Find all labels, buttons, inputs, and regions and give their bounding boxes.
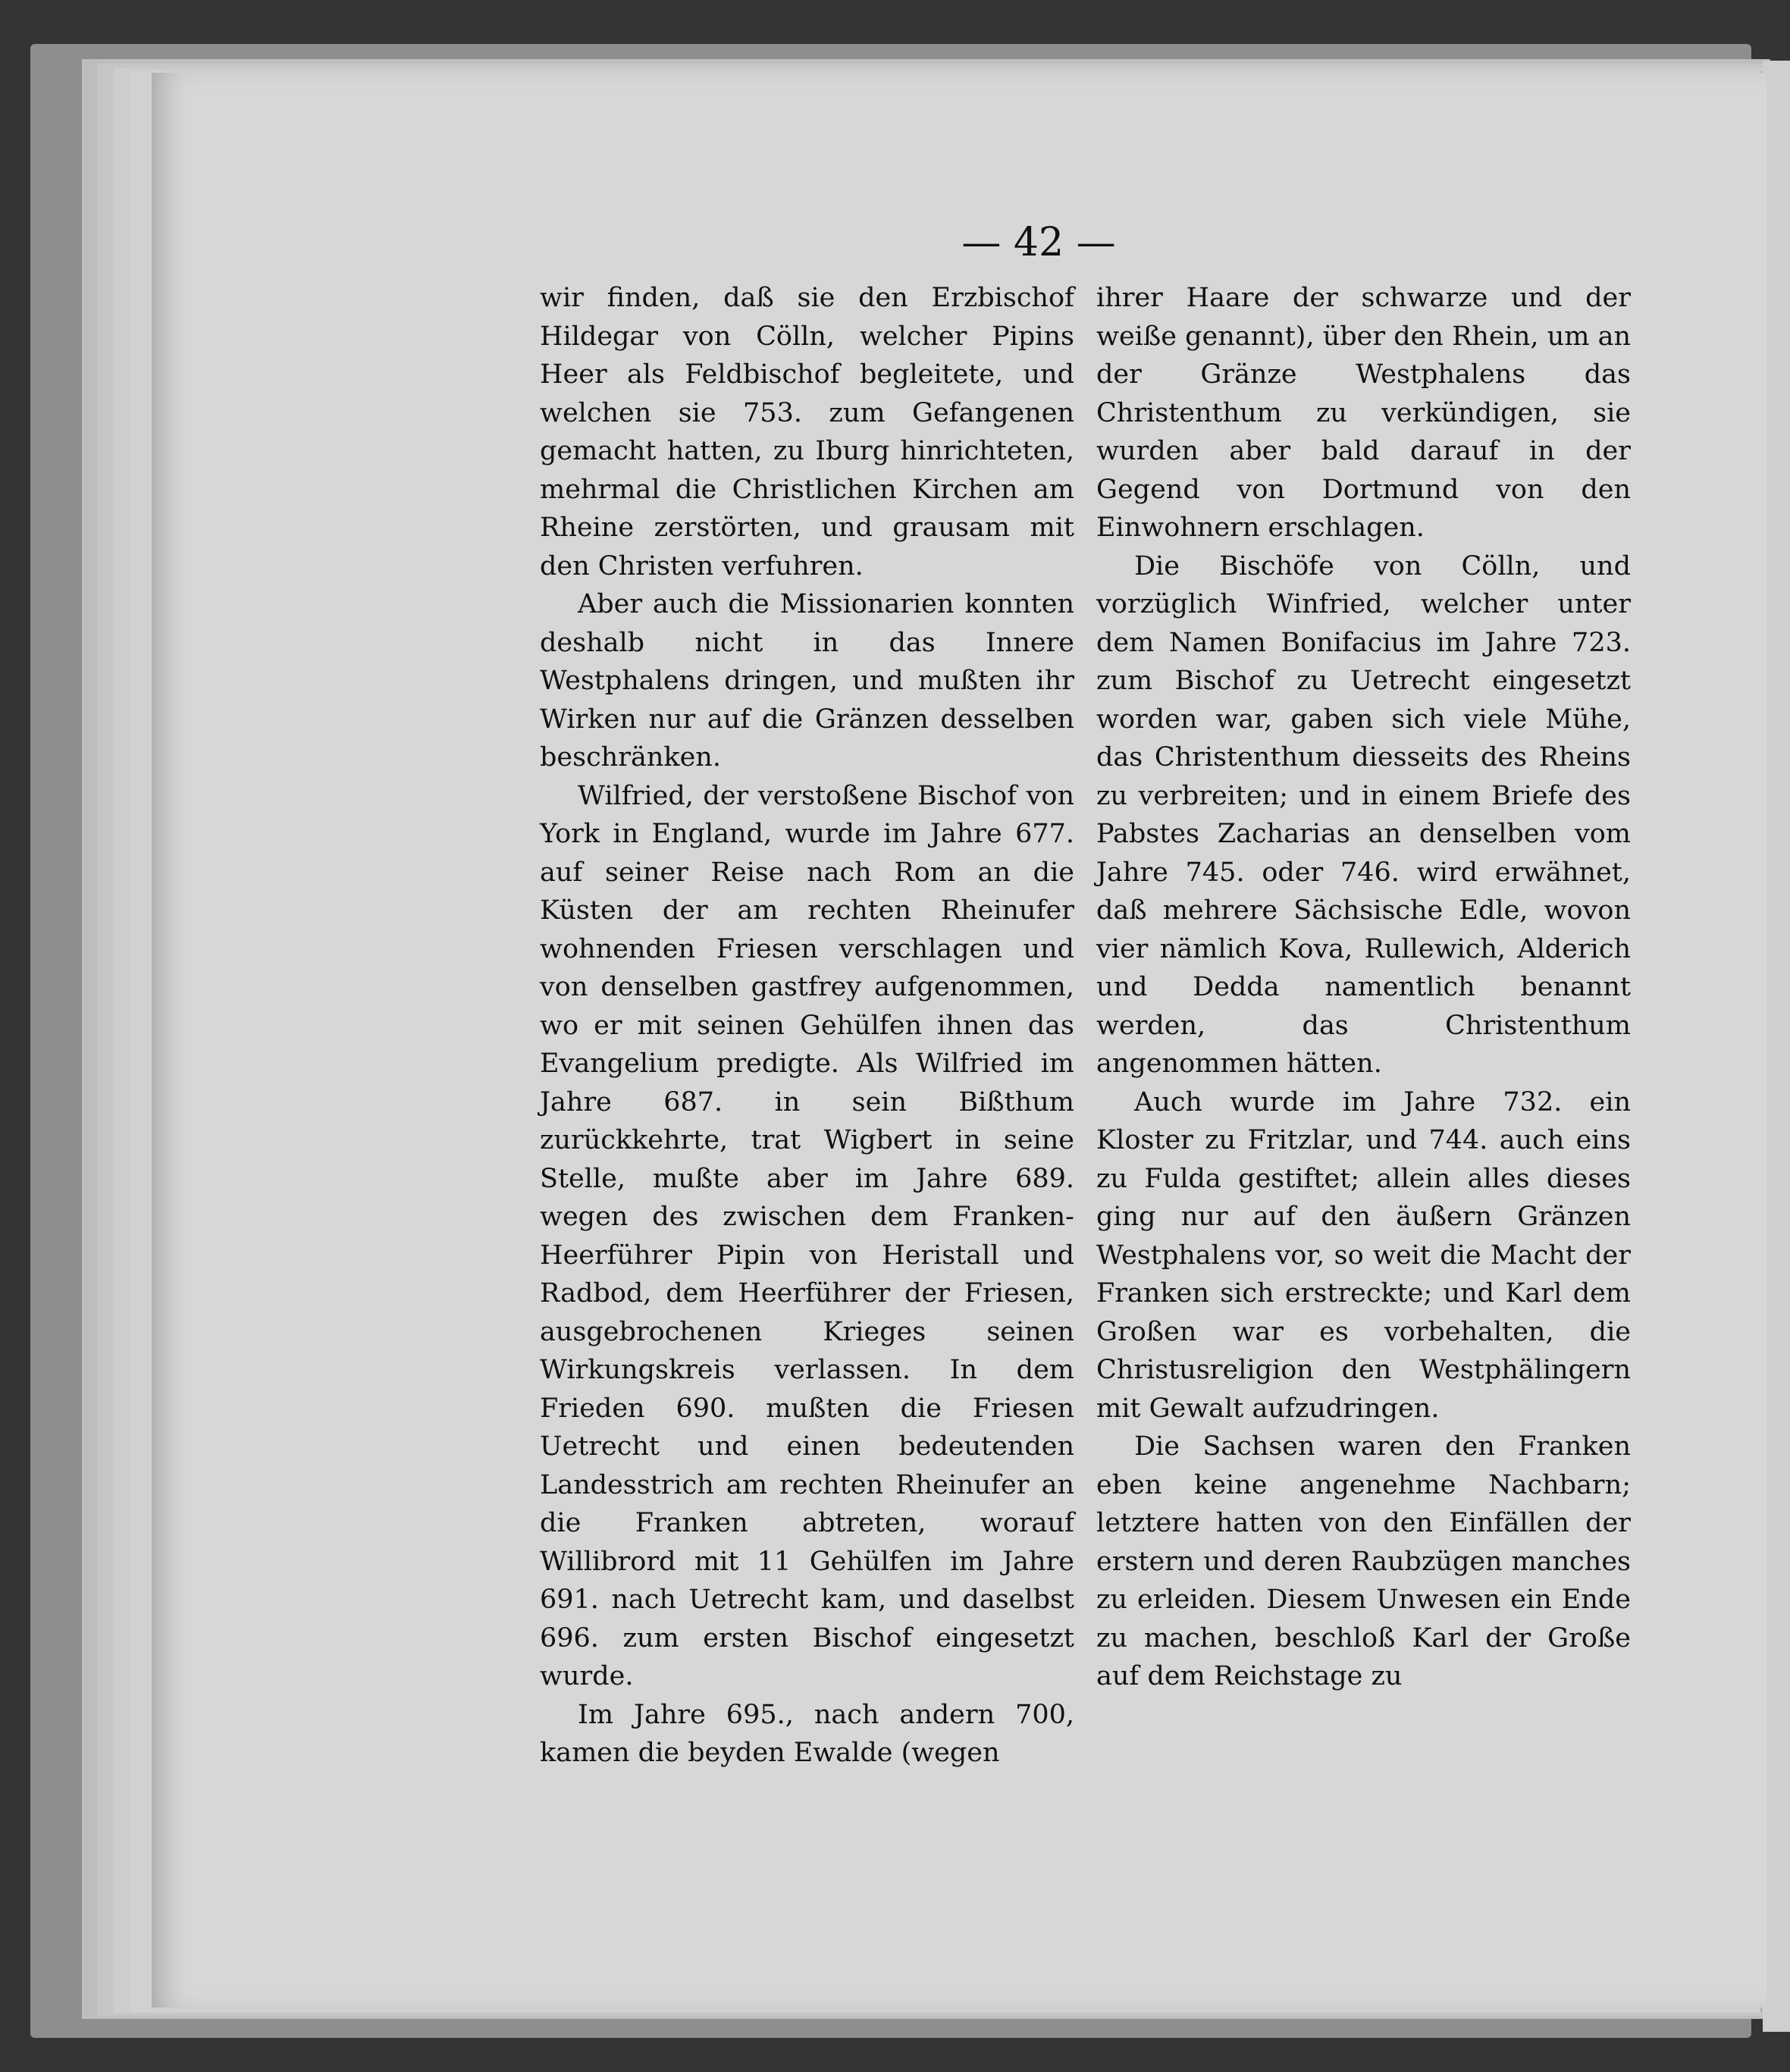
paragraph: Aber auch die Missionarien konnten deshalb nicht in das Innere Westphalens dringen, und mußten ihr Wirken nur auf die Gränzen desselben beschränken. (540, 589, 1074, 773)
paragraph: Im Jahre 695., nach andern 700, kamen die beyden Ewalde (wegen (540, 1699, 1074, 1768)
facing-page-edge (1763, 61, 1790, 2032)
paragraph: ihrer Haare der schwarze und der weiße genannt), über den Rhein, um an der Gränze Westphalens das Christenthum zu verkündigen, sie wurden aber bald darauf in der Gegend von Dortmund von den Einwohnern erschlagen. (1096, 283, 1631, 543)
right-text-column (1096, 279, 1631, 1696)
left-text-column (540, 279, 1074, 1773)
page-number: — 42 — (961, 220, 1116, 265)
paragraph: Wilfried, der verstoßene Bischof von York in England, wurde im Jahre 677. auf seiner Reise nach Rom an die Küsten der am rechten Rheinufer wohnenden Friesen verschlagen und von denselben gastfrey aufgenommen, wo er mit seinen Gehülfen ihnen das Evangelium predigte. Als Wilfried im Jahre 687. in sein Bißthum zurückkehrte, trat Wigbert in seine Stelle, mußte aber im Jahre 689. wegen des zwischen dem Franken-Heerführer Pipin von Heristall und Radbod, dem Heerführer der Friesen, ausgebrochenen Krieges seinen Wirkungskreis verlassen. In dem Frieden 690. mußten die Friesen Uetrecht und einen bedeutenden Landesstrich am rechten Rheinufer an die Franken abtreten, worauf Willibrord mit 11 Gehülfen im Jahre 691. nach Uetrecht kam, und daselbst 696. zum ersten Bischof eingesetzt wurde. (540, 780, 1074, 1691)
paragraph: Auch wurde im Jahre 732. ein Kloster zu Fritzlar, und 744. auch eins zu Fulda gestiftet; allein alles dieses ging nur auf den äußern Gränzen Westphalens vor, so weit die Macht der Franken sich erstreckte; und Karl dem Großen war es vorbehalten, die Christusreligion den Westphälingern mit Gewalt aufzudringen. (1096, 1086, 1631, 1424)
paragraph: wir finden, daß sie den Erzbischof Hildegar von Cölln, welcher Pipins Heer als Feldbischof begleitete, und welchen sie 753. zum Gefangenen gemacht hatten, zu Iburg hinrichteten, mehrmal die Christlichen Kirchen am Rheine zerstörten, und grausam mit den Christen verfuhren. (540, 283, 1074, 581)
paragraph: Die Sachsen waren den Franken eben keine angenehme Nachbarn; letztere hatten von den Einfällen der erstern und deren Raubzügen manches zu erleiden. Diesem Unwesen ein Ende zu machen, beschloß Karl der Große auf dem Reichstage zu (1096, 1431, 1631, 1691)
paragraph: Die Bischöfe von Cölln, und vorzüglich Winfried, welcher unter dem Namen Bonifacius im Jahre 723. zum Bischof zu Uetrecht eingesetzt worden war, gaben sich viele Mühe, das Christenthum diesseits des Rheins zu verbreiten; und in einem Briefe des Pabstes Zacharias an denselben vom Jahre 745. oder 746. wird erwähnet, daß mehrere Sächsische Edle, wovon vier nämlich Kova, Rullewich, Alderich und Dedda namentlich benannt werden, das Christenthum angenommen hätten. (1096, 550, 1631, 1079)
